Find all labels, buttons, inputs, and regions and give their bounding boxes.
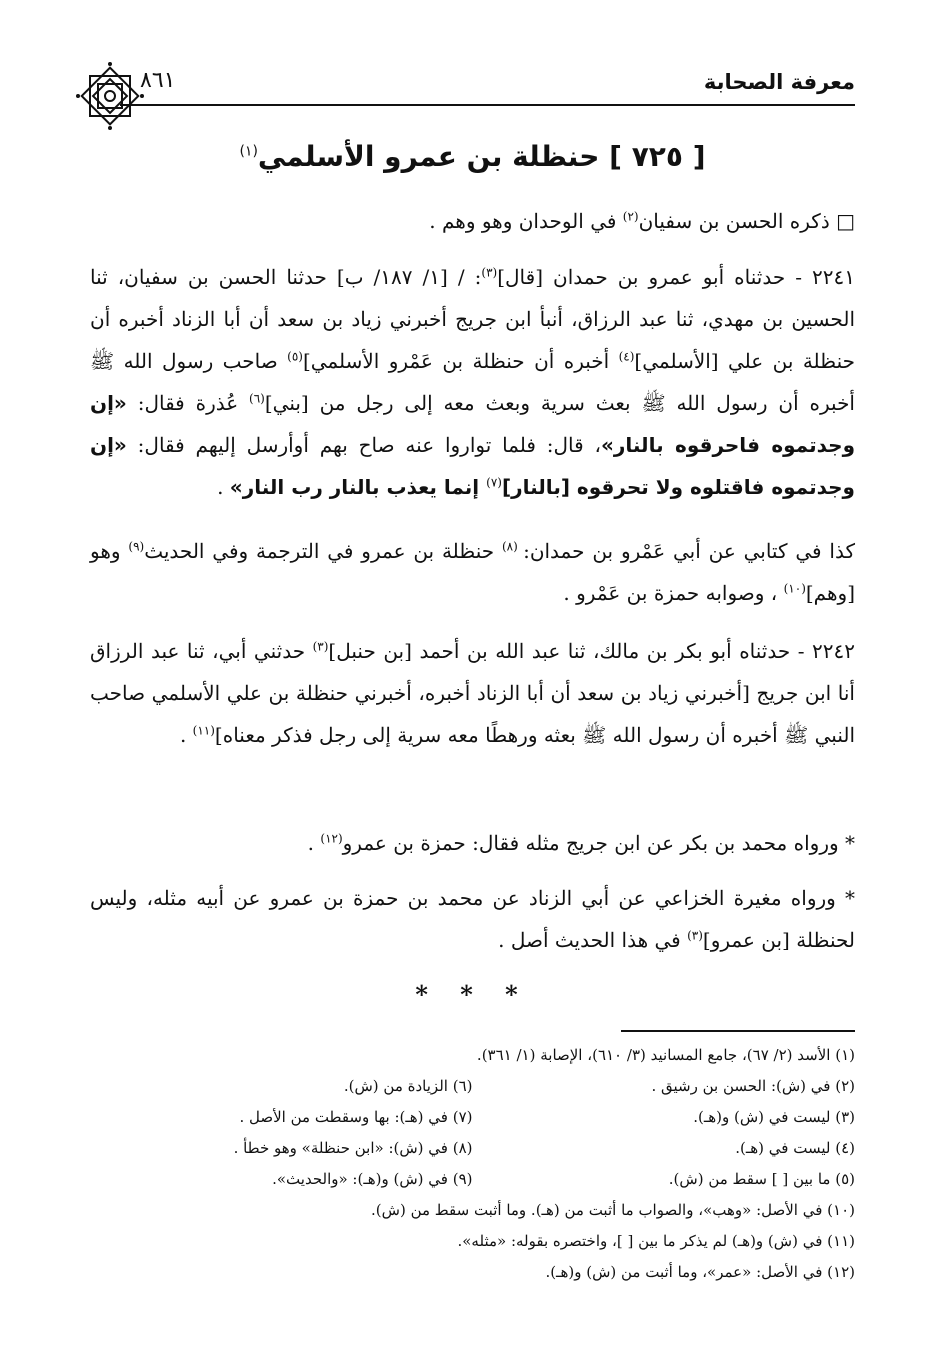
footnote-ref: (١) bbox=[239, 143, 258, 160]
footnote-ref: (٩) bbox=[128, 539, 145, 554]
footnote-row bbox=[90, 1102, 855, 1133]
section-separator: * * * bbox=[415, 980, 530, 1009]
footnote-row bbox=[90, 1164, 855, 1195]
hadith-text: ، قال: فلما تواروا عنه صاح بهم أوأرسل إليهم فقال: bbox=[126, 433, 601, 457]
footnote: (٦) الزيادة من (ش). bbox=[343, 1077, 473, 1095]
footnotes bbox=[90, 1040, 855, 1288]
footnote: (٧) في (هـ): بها وسقطت من الأصل . bbox=[239, 1108, 473, 1126]
hadith-text: ٢٢٤٢ - حدثناه أبو بكر بن مالك، ثنا عبد الله بن أحمد [بن حنبل] bbox=[328, 639, 856, 663]
footnote-ref: (١١) bbox=[192, 723, 215, 738]
comment-text: حنظلة بن عمرو في الترجمة وفي الحديث bbox=[144, 539, 502, 563]
intro-paragraph bbox=[90, 200, 855, 242]
note-text: * ورواه مغيرة الخزاعي عن أبي الزناد عن محمد بن حمزة بن عمرو عن أبيه مثله، وليس لحنظلة [بن عمرو] bbox=[90, 886, 855, 952]
footnote: (١٢) في الأصل: «عمر»، وما أثبت من (ش) و(هـ). bbox=[545, 1263, 855, 1281]
running-title: معرفة الصحابة bbox=[703, 70, 855, 94]
comment-text: ، وصوابه حمزة بن عَمْرو . bbox=[563, 581, 784, 605]
intro-text-a: ذكره الحسن بن سفيان bbox=[638, 209, 830, 233]
footnote: (٨) في (ش): «ابن حنظلة» وهو خطأ . bbox=[233, 1139, 473, 1157]
footnote-row bbox=[90, 1071, 855, 1102]
comment-text: وهو [وهم] bbox=[90, 539, 855, 605]
footnote: (٩) في (ش) و(هـ): «والحديث». bbox=[272, 1170, 473, 1188]
comment-text: كذا في كتابي عن أبي عَمْرو بن حمدان: bbox=[523, 539, 855, 563]
comment-paragraph bbox=[90, 530, 855, 614]
hadith-text: . bbox=[217, 475, 230, 499]
bullet-marker: □ bbox=[836, 209, 855, 233]
footnote-ref: (١٢) bbox=[320, 831, 343, 846]
hadith-text: عُذرة فقال: bbox=[126, 391, 250, 415]
footnote-ref: (٢) bbox=[622, 209, 639, 224]
note-text: . bbox=[307, 831, 321, 855]
hadith-2242 bbox=[90, 630, 855, 756]
footnote-ref: (٥) bbox=[287, 349, 303, 364]
hadith-text: صاحب رسول الله ﷺ أخبره أن رسول الله ﷺ بعث سرية وبعث معه إلى رجل من [بني] bbox=[90, 349, 855, 415]
footnote: (٤) ليست في (هـ). bbox=[735, 1139, 855, 1157]
footnote-row bbox=[90, 1133, 855, 1164]
prophetic-quote: «إن وجدتموه فاحرقوه بالنار» bbox=[90, 391, 855, 457]
footnote-ref: (٣) bbox=[687, 928, 703, 943]
footnote-rule bbox=[621, 1030, 855, 1032]
hadith-text: ٢٢٤١ - حدثناه أبو عمرو بن حمدان [قال] bbox=[497, 265, 855, 289]
footnote-ref: (١٠) bbox=[783, 581, 806, 596]
hadith-2241 bbox=[90, 256, 855, 508]
entry-heading-text: [ ٧٢٥ ] حنظلة بن عمرو الأسلمي bbox=[257, 140, 706, 173]
prophetic-quote: «إن وجدتموه فاقتلوه ولا تحرقوه [بالنار] bbox=[90, 433, 855, 499]
page-number: ٨٦١ bbox=[140, 68, 176, 93]
footnote-row bbox=[90, 1257, 855, 1288]
footnote: (٣) ليست في (ش) و(هـ). bbox=[693, 1108, 855, 1126]
footnote-row bbox=[90, 1195, 855, 1226]
footnote: (١١) في (ش) و(هـ) لم يذكر ما بين [ ]، واختصره بقوله: «مثله». bbox=[457, 1232, 855, 1250]
hadith-text: أخبره أن حنظلة بن عَمْرو الأسلمي] bbox=[302, 349, 619, 373]
footnote: (٥) ما بين [ ] سقط من (ش). bbox=[668, 1170, 855, 1188]
footnote-ref: (٧) bbox=[486, 475, 502, 490]
narration-note-2 bbox=[90, 877, 855, 961]
footnote-ref: (٨) bbox=[501, 539, 524, 554]
entry-heading bbox=[90, 140, 855, 173]
footnote-row bbox=[90, 1040, 855, 1071]
hadith-text: : / [١/ ١٨٧/ ب] حدثنا الحسن بن سفيان، ثنا الحسين بن مهدي، ثنا عبد الرزاق، أنبأ ابن جريج أخبرني زياد بن سعد أن أبا الزناد أخبره أن حنظلة بن علي [الأسلمي] bbox=[90, 265, 855, 373]
footnote-ref: (٦) bbox=[249, 391, 265, 406]
footnote: (١) الأسد (٢/ ٦٧)، جامع المسانيد (٣/ ٦١٠)، الإصابة (١/ ٣٦١). bbox=[476, 1046, 855, 1064]
note-text: * ورواه محمد بن بكر عن ابن جريج مثله فقال: حمزة بن عمرو bbox=[342, 831, 855, 855]
footnote: (١٠) في الأصل: «وهب»، والصواب ما أثبت من (هـ). وما أثبت سقط من (ش). bbox=[371, 1201, 855, 1219]
hadith-text: حدثني أبي، ثنا عبد الرزاق أنا ابن جريج [أخبرني زياد بن سعد أن أبا الزناد أخبره، أخبرني حنظلة بن علي الأسلمي صاحب النبي ﷺ أخبره أن رسول الله ﷺ بعثه ورهطًا معه سرية إلى رجل فذكر معناه] bbox=[90, 639, 855, 747]
footnote-ref: (٤) bbox=[618, 349, 635, 364]
page-header bbox=[80, 60, 855, 100]
prophetic-quote: إنما يعذب بالنار رب النار» bbox=[229, 475, 487, 499]
narration-note-1 bbox=[90, 822, 855, 864]
footnote: (٢) في (ش): الحسن بن رشيق . bbox=[651, 1077, 855, 1095]
hadith-text: . bbox=[179, 723, 193, 747]
footnote-row bbox=[90, 1226, 855, 1257]
footnote-ref: (٣) bbox=[312, 639, 329, 654]
star-ornament-icon bbox=[74, 60, 146, 132]
footnote-ref: (٣) bbox=[481, 265, 498, 280]
intro-text-b: في الوحدان وهو وهم . bbox=[429, 209, 623, 233]
note-text: في هذا الحديث أصل . bbox=[498, 928, 688, 952]
header-rule bbox=[120, 104, 855, 106]
